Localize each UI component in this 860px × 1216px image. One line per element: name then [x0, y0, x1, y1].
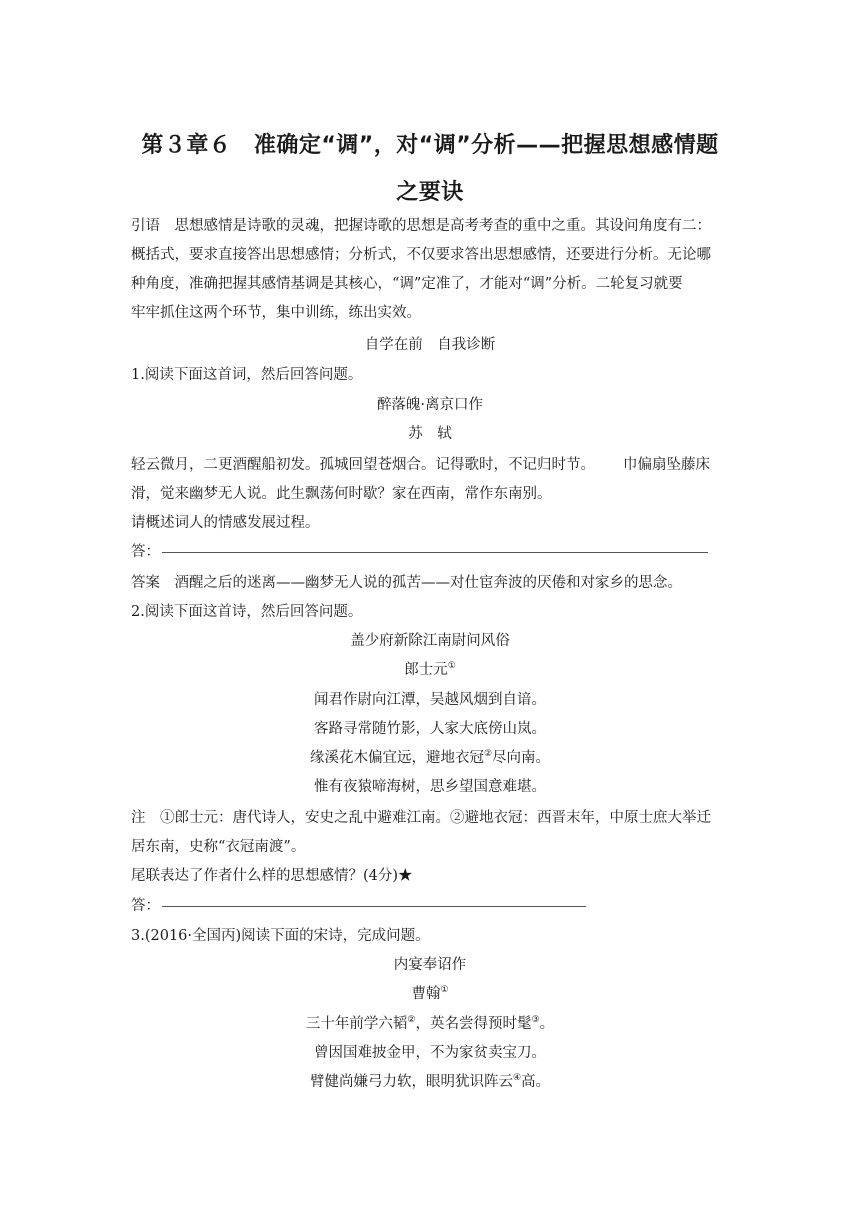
- footnote-marker: ①: [440, 985, 449, 996]
- answer-blank[interactable]: [162, 551, 708, 553]
- answer-label: 答：: [131, 898, 160, 914]
- q3-poem-line: 曾因国难披金甲，不为家贫卖宝刀。: [314, 1045, 546, 1061]
- q2-poem-line: 缘溪花木偏宜远，避地衣冠②尽向南。: [309, 749, 551, 766]
- answer-label: 答：: [131, 544, 160, 560]
- page-title-continued: 之要诀: [396, 180, 464, 205]
- q1-question: 请概述词人的情感发展过程。: [131, 515, 320, 531]
- footnote-marker: ①: [447, 661, 456, 672]
- q1-answer-key: 答案 酒醒之后的迷离——幽梦无人说的孤苦——对仕宦奔波的厌倦和对家乡的思念。: [131, 575, 682, 591]
- q3-author: 曹翰①: [411, 985, 449, 1002]
- q2-prompt: 2.阅读下面这首诗，然后回答问题。: [131, 604, 363, 620]
- page-title: 第３章６ 准确定“调”，对“调”分析——把握思想感情题: [141, 133, 719, 158]
- q3-prompt: 3.(2016·全国丙)阅读下面的宋诗，完成问题。: [131, 928, 430, 944]
- section-heading: 自学在前 自我诊断: [364, 337, 496, 353]
- q2-poem-line: 闻君作尉向江潭，吴越风烟到自谙。: [314, 692, 546, 708]
- footnote-marker: ②: [483, 749, 493, 760]
- q2-question: 尾联表达了作者什么样的思想感情？(4分)★: [131, 868, 413, 884]
- intro-line: 种角度，准确把握其感情基调是其核心，“调”定准了，才能对“调”分析。二轮复习就要: [131, 276, 683, 292]
- q2-poem-title: 盖少府新除江南尉问风俗: [350, 633, 510, 649]
- q1-author: 苏 轼: [408, 426, 452, 442]
- q2-poem-line: 客路寻常随竹影，人家大底傍山岚。: [314, 721, 546, 737]
- q3-poem-line: 臂健尚嫌弓力软，眼明犹识阵云④高。: [309, 1073, 551, 1090]
- q2-answer-row: [131, 896, 731, 916]
- q1-poem-text: 轻云微月，二更酒醒船初发。孤城回望苍烟合。记得歌时，不记归时节。 巾偏扇坠藤床: [131, 457, 710, 473]
- q2-note: 注 ①郎士元：唐代诗人，安史之乱中避难江南。②避地衣冠：西晋末年，中原士庶大举迁: [131, 810, 711, 826]
- q3-poem-title: 内宴奉诏作: [393, 957, 467, 973]
- answer-blank[interactable]: [162, 905, 586, 907]
- q1-answer-row: [131, 542, 731, 562]
- q1-prompt: 1.阅读下面这首词，然后回答问题。: [131, 367, 363, 383]
- q2-author: 郎士元①: [404, 661, 456, 678]
- q2-note: 居东南，史称“衣冠南渡”。: [131, 839, 306, 855]
- q1-poem-title: 醉落魄·离京口作: [376, 397, 484, 413]
- footnote-marker: ④: [512, 1073, 522, 1084]
- q3-poem-line: 三十年前学六韬②，英名尝得预时髦③。: [305, 1015, 555, 1032]
- intro-line: 引语 思想感情是诗歌的灵魂，把握诗歌的思想是高考考查的重中之重。其设问角度有二：: [131, 218, 711, 234]
- footnote-marker: ③: [531, 1015, 540, 1026]
- intro-line: 牢牢抓住这两个环节，集中训练，练出实效。: [131, 305, 421, 321]
- footnote-marker: ②: [407, 1015, 416, 1026]
- intro-line: 概括式，要求直接答出思想感情；分析式，不仅要求答出思想感情，还要进行分析。无论哪: [131, 247, 711, 263]
- q2-poem-line: 惟有夜猿啼海树，思乡望国意难堪。: [314, 779, 546, 795]
- q1-poem-text: 滑，觉来幽梦无人说。此生飘荡何时歇？家在西南，常作东南别。: [131, 486, 552, 502]
